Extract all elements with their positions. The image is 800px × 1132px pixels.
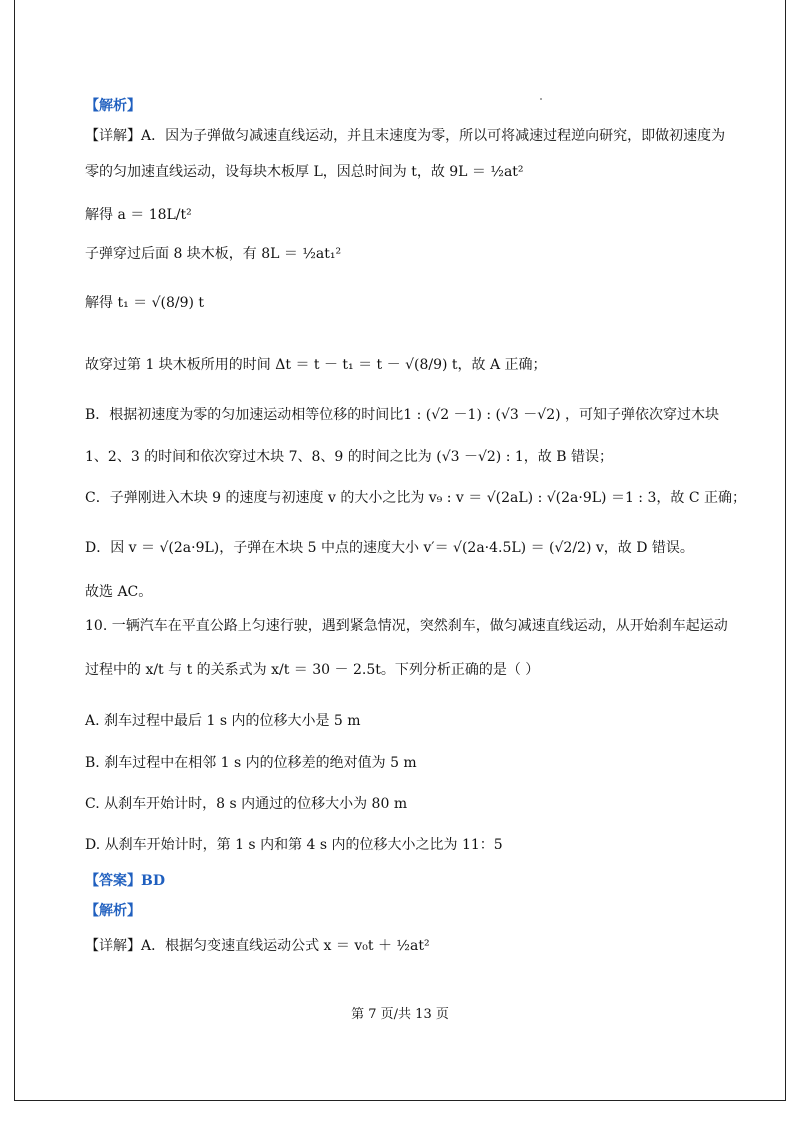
- l11: 故选 AC。: [85, 584, 153, 600]
- answer-tag: 【答案】BD: [85, 873, 165, 889]
- l17: D. 从刹车开始计时，第 1 s 内和第 4 s 内的位移大小之比为 11：5: [85, 837, 503, 853]
- l19: [85, 901, 141, 921]
- l8: 1、2、3 的时间和依次穿过木块 7、8、9 的时间之比为 (√3 －√2) : 1，故 B 错误；: [85, 449, 613, 465]
- l6: 故穿过第 1 块木板所用的时间 Δt ＝ t － t₁ ＝ t － √(8/9) t，故 A 正确；: [85, 357, 547, 373]
- l14: A. 刹车过程中最后 1 s 内的位移大小是 5 m: [85, 713, 361, 729]
- l16: C. 从刹车开始计时，8 s 内通过的位移大小为 80 m: [85, 796, 408, 812]
- l20: 【详解】A．根据匀变速直线运动公式 x ＝ v₀t ＋ ½at²: [85, 938, 430, 954]
- analysis-tag-1: 【解析】: [85, 98, 141, 114]
- l1: 【详解】A．因为子弹做匀减速直线运动，并且末速度为零，所以可将减速过程逆向研究，即做初速度为: [85, 128, 726, 144]
- scan-speck: [540, 98, 542, 100]
- l5: 解得 t₁ ＝ √(8/9) t: [85, 295, 205, 311]
- l12: 10. 一辆汽车在平直公路上匀速行驶，遇到紧急情况，突然刹车，做匀减速直线运动，从开始刹车起运动: [85, 618, 728, 634]
- l2: 零的匀加速直线运动，设每块木板厚 L，因总时间为 t，故 9L ＝ ½at²: [85, 164, 524, 180]
- l7: B．根据初速度为零的匀加速运动相等位移的时间比1 : (√2 －1) : (√3 －√2) ，可知子弹依次穿过木块: [85, 407, 720, 423]
- l15: B. 刹车过程中在相邻 1 s 内的位移差的绝对值为 5 m: [85, 755, 417, 771]
- l4: 子弹穿过后面 8 块木板，有 8L ＝ ½at₁²: [85, 246, 342, 262]
- l10: D．因 v ＝ √(2a·9L)，子弹在木块 5 中点的速度大小 v′＝ √(2a·4.5L) ＝ (√2/2) v，故 D 错误。: [85, 540, 694, 556]
- l13: 过程中的 x/t 与 t 的关系式为 x/t ＝ 30 － 2.5t。下列分析正确的是（ ）: [85, 662, 540, 678]
- l3: 解得 a ＝ 18L/t²: [85, 207, 192, 223]
- l0: [85, 96, 141, 116]
- analysis-tag-2: 【解析】: [85, 903, 141, 919]
- l18: [85, 871, 165, 891]
- l9: C．子弹刚进入木块 9 的速度与初速度 v 的大小之比为 v₉ : v ＝ √(2aL) : √(2a·9L) ＝1 : 3，故 C 正确；: [85, 490, 746, 506]
- page-number: 第 7 页/共 13 页: [351, 1007, 449, 1022]
